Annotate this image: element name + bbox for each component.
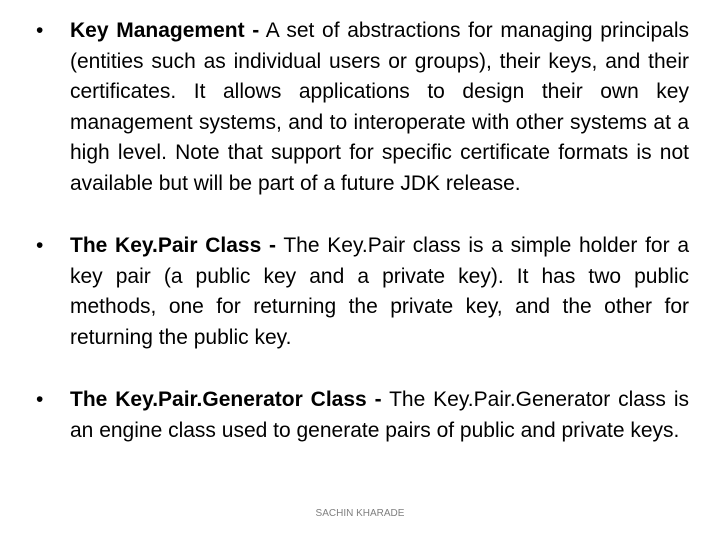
bullet-item-key-management [36, 16, 689, 199]
description-key-management: A set of abstractions for managing principals (entities such as individual users or groups), their keys, and their certificates. It allows applications to design their own key management systems, and to interoperate with other systems at a high level. Note that support for specific certificate formats is not available but will be part of a future JDK release. [70, 19, 689, 195]
bullet-icon: • [36, 19, 44, 42]
bullet-icon: • [36, 388, 44, 411]
term-keypairgenerator-class: The Key.Pair.Generator Class - [70, 388, 382, 411]
footer-author: SACHIN KHARADE [315, 508, 405, 519]
bullet-item-keypairgenerator-class [36, 385, 689, 446]
term-keypair-class: The Key.Pair Class - [70, 234, 277, 257]
description-keypairgenerator-class: The Key.Pair.Generator class is an engine class used to generate pairs of public and private keys. [70, 388, 689, 442]
bullet-item-keypair-class [36, 231, 689, 353]
bullet-list [36, 16, 689, 478]
description-keypair-class: The Key.Pair class is a simple holder for a key pair (a public key and a private key). It has two public methods, one for returning the private key, and the other for returning the public key. [70, 234, 689, 349]
bullet-icon: • [36, 234, 44, 257]
term-key-management: Key Management - [70, 19, 260, 42]
